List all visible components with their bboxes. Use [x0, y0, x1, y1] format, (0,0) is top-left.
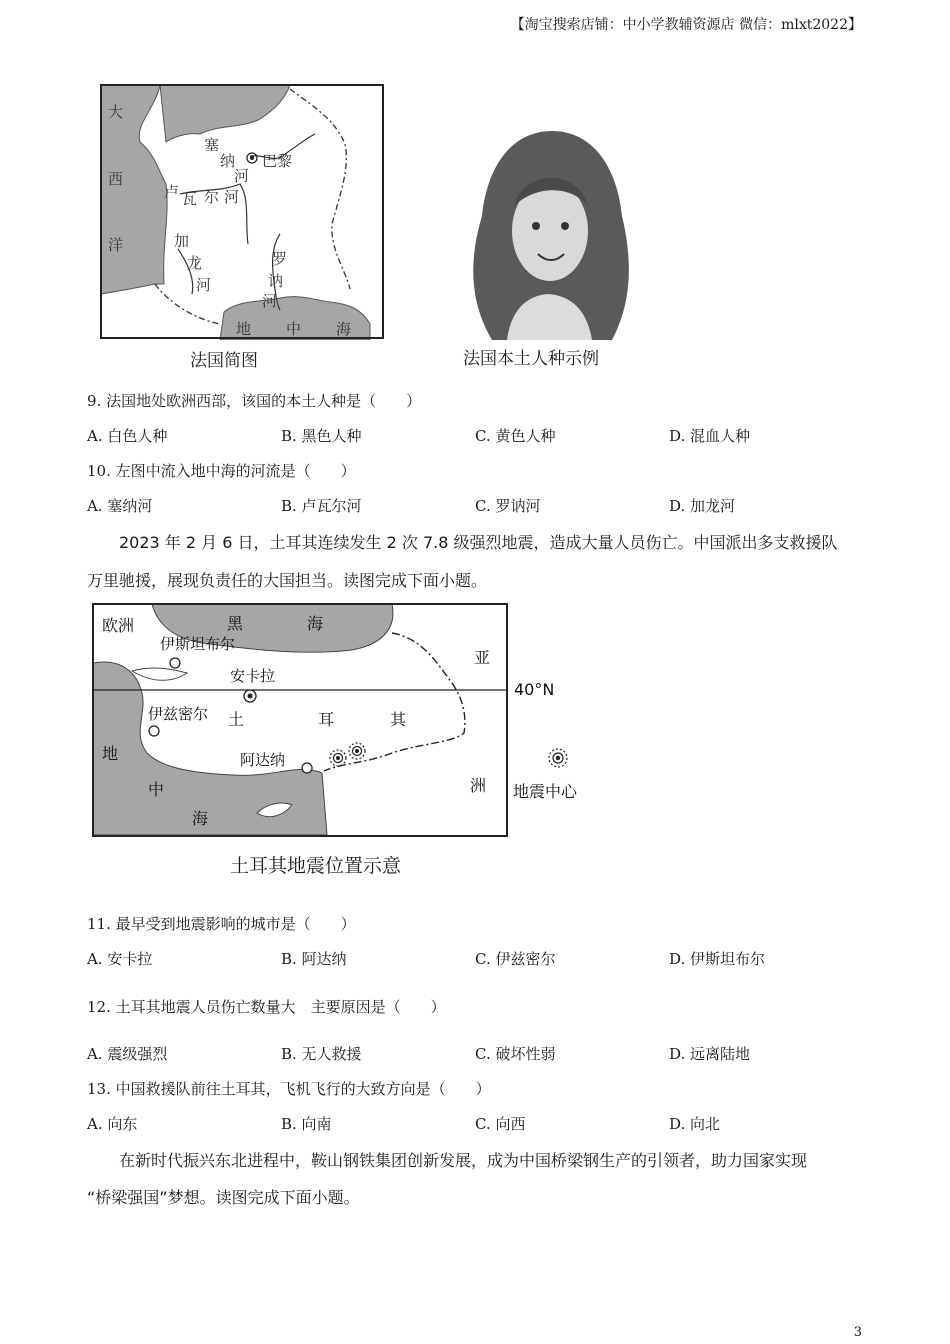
- anshan-intro-line-1: 在新时代振兴东北进程中，鞍山钢铁集团创新发展，成为中国桥梁钢生产的引领者，助力国家实现: [119, 1151, 808, 1170]
- map-label: 伊兹密尔: [148, 705, 209, 723]
- map-label: 黑: [227, 614, 244, 633]
- adana-city-icon: [302, 763, 312, 773]
- map-label: 罗: [272, 250, 288, 268]
- map-label: 40°N: [514, 680, 555, 699]
- q13-option-b: B. 向南: [281, 1115, 332, 1133]
- q9-option-d: D. 混血人种: [669, 427, 751, 445]
- earthquake-epicenter-icon: [330, 750, 346, 766]
- question-13: 13. 中国救援队前往土耳其，飞机飞行的大致方向是（ ）: [87, 1080, 491, 1098]
- q11-option-a: A. 安卡拉: [87, 950, 153, 968]
- turkey-map-caption: 土耳其地震位置示意: [230, 855, 402, 877]
- map-label: 阿达纳: [240, 751, 286, 769]
- page-header: 【淘宝搜索店铺：中小学教辅资源店 微信：mlxt2022】: [510, 17, 862, 33]
- map-label: 海: [307, 614, 324, 633]
- map-label: 巴黎: [262, 152, 293, 170]
- france-map: [100, 84, 384, 340]
- question-9: 9. 法国地处欧洲西部，该国的本土人种是（ ）: [87, 392, 422, 410]
- map-label: 河: [224, 188, 240, 206]
- map-label: 西: [108, 170, 124, 188]
- q12-option-d: D. 远离陆地: [669, 1045, 751, 1063]
- earthquake-epicenter-icon: [349, 743, 365, 759]
- map-label: 河: [262, 292, 278, 310]
- q10-option-d: D. 加龙河: [669, 497, 736, 515]
- map-label: 地震中心: [513, 782, 578, 801]
- map-label: 纳: [220, 152, 236, 170]
- map-label: 其: [390, 710, 407, 729]
- map-label: 讷: [268, 272, 284, 290]
- anshan-intro-line-2: “桥梁强国”梦想。读图完成下面小题。: [87, 1188, 360, 1207]
- map-label: 卢: [164, 183, 180, 201]
- q12-option-b: B. 无人救援: [281, 1045, 362, 1063]
- map-label: 海: [336, 320, 352, 338]
- q12-option-a: A. 震级强烈: [87, 1045, 168, 1063]
- map-label: 尔: [204, 188, 220, 206]
- q9-option-a: A. 白色人种: [87, 427, 168, 445]
- map-label: 洲: [470, 776, 487, 795]
- q10-option-c: C. 罗讷河: [475, 497, 541, 515]
- q10-option-a: A. 塞纳河: [87, 497, 153, 515]
- map-label: 地: [102, 744, 119, 763]
- map-label: 加: [174, 232, 190, 250]
- map-label: 中: [148, 780, 165, 799]
- turkey-intro-line-2: 万里驰援，展现负责任的大国担当。读图完成下面小题。: [87, 571, 488, 590]
- map-label: 大: [108, 103, 124, 121]
- q11-option-d: D. 伊斯坦布尔: [669, 950, 766, 968]
- question-12: 12. 土耳其地震人员伤亡数量大 主要原因是（ ）: [87, 998, 446, 1016]
- turkey-map: [92, 603, 592, 839]
- q11-option-b: B. 阿达纳: [281, 950, 347, 968]
- french-girl-photo: [452, 126, 644, 340]
- q11-option-c: C. 伊兹密尔: [475, 950, 556, 968]
- map-label: 河: [234, 167, 250, 185]
- map-label: 瓦: [182, 190, 198, 208]
- map-label: 土: [228, 710, 245, 729]
- q9-option-b: B. 黑色人种: [281, 427, 362, 445]
- page-number: 3: [853, 1325, 862, 1340]
- q13-option-d: D. 向北: [669, 1115, 721, 1133]
- turkey-intro-line-1: 2023 年 2 月 6 日，土耳其连续发生 2 次 7.8 级强烈地震，造成大量人员伤亡。中国派出多支救援队: [119, 533, 838, 552]
- map-label: 亚: [474, 648, 491, 667]
- map-label: 伊斯坦布尔: [160, 635, 236, 653]
- q13-option-c: C. 向西: [475, 1115, 526, 1133]
- istanbul-city-icon: [170, 658, 180, 668]
- map-label: 耳: [318, 710, 335, 729]
- q10-option-b: B. 卢瓦尔河: [281, 497, 362, 515]
- q9-option-c: C. 黄色人种: [475, 427, 556, 445]
- legend-epicenter-icon: [549, 749, 567, 767]
- map-label: 欧洲: [102, 616, 135, 635]
- q13-option-a: A. 向东: [87, 1115, 138, 1133]
- map-label: 海: [192, 809, 209, 828]
- map-label: 中: [286, 320, 302, 338]
- france-map-caption: 法国简图: [190, 351, 258, 371]
- map-label: 安卡拉: [230, 667, 276, 685]
- map-label: 龙: [187, 254, 203, 272]
- q12-option-c: C. 破坏性弱: [475, 1045, 556, 1063]
- izmir-city-icon: [149, 726, 159, 736]
- photo-caption: 法国本土人种示例: [463, 349, 599, 369]
- question-10: 10. 左图中流入地中海的河流是（ ）: [87, 462, 356, 480]
- map-label: 洋: [108, 236, 124, 254]
- map-label: 河: [196, 276, 212, 294]
- question-11: 11. 最早受到地震影响的城市是（ ）: [87, 915, 356, 933]
- map-label: 地: [236, 320, 252, 338]
- map-label: 塞: [204, 136, 220, 154]
